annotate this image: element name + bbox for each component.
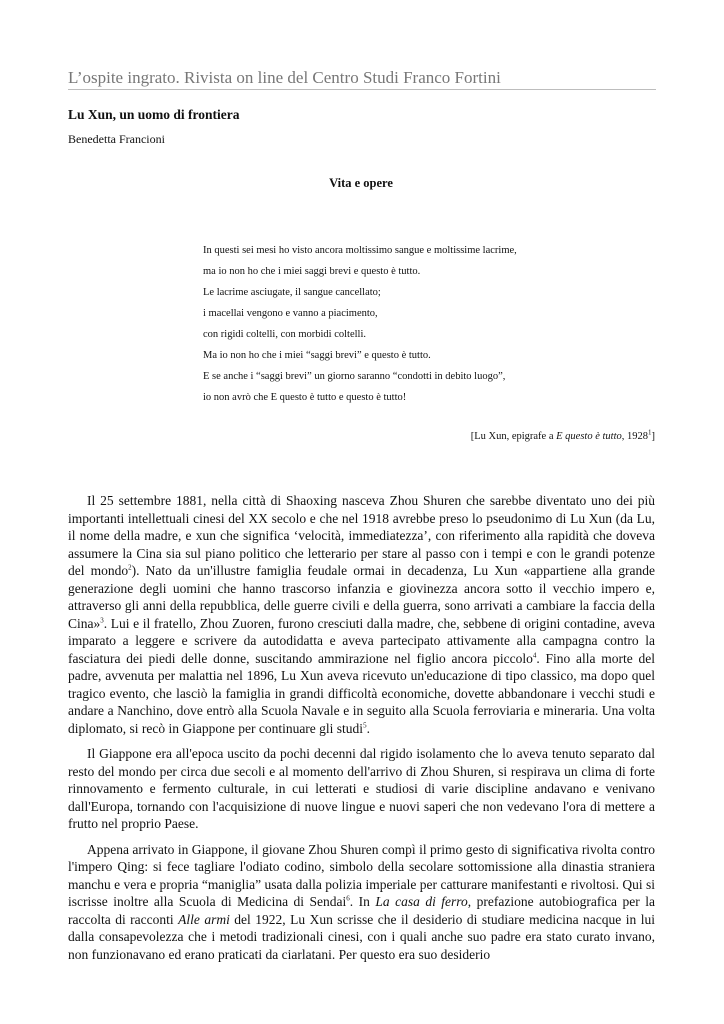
footnote-ref[interactable]: 4 bbox=[532, 651, 537, 659]
article-body bbox=[68, 492, 655, 971]
paragraph-text: . In bbox=[349, 894, 376, 909]
paragraph-text: , prefazione autobiografica per la raccolta di racconti bbox=[68, 894, 655, 927]
epigraph-line: E se anche i “saggi brevi” un giorno saranno “condotti in debito luogo”, bbox=[203, 371, 506, 382]
footnote-ref[interactable]: 3 bbox=[100, 616, 104, 624]
epigraph-line: io non avrò che E questo è tutto e questo è tutto! bbox=[203, 392, 407, 403]
epigraph-line: Ma io non ho che i miei “saggi brevi” e questo è tutto. bbox=[203, 350, 431, 361]
section-heading bbox=[0, 176, 724, 191]
article-author: Benedetta Francioni bbox=[68, 132, 165, 146]
epigraph-line: con rigidi coltelli, con morbidi coltelli. bbox=[203, 329, 367, 340]
paragraph-text: Appena arrivato in Giappone, il giovane Zhou Shuren compì il primo gesto di significativa rivolta contro l'impero Qing: si fece tagliare l'odiato codino, simbolo della secolare sottomissione alla dinastia straniera manchu e vera e propria “maniglia” usata dalla polizia imperiale per catturare manifestanti e rivoltosi. Qui si iscrisse inoltre alla Scuola di Medicina di Sendai bbox=[68, 841, 655, 909]
footnote-ref[interactable]: 6 bbox=[346, 894, 350, 903]
header-divider bbox=[68, 89, 656, 90]
body-paragraph: Il Giappone era all'epoca uscito da pochi decenni dal rigido isolamento che lo aveva tenuto separato dal resto del mondo per circa due secoli e al momento dell'arrivo di Zhou Shuren, si respirava un clima di forte rinnovamento e fermento culturale, in cui letterati e studiosi di varie discipline andavano e venivano dall'Europa, tornando con l'acquisizione di nuove lingue e nuovi saperi che non vedevano l'ora di mettere a frutto nel proprio Paese. bbox=[68, 746, 655, 831]
footnote-ref[interactable]: 5 bbox=[363, 721, 367, 729]
body-paragraph bbox=[68, 492, 655, 737]
epigraph-poem bbox=[203, 243, 623, 411]
footnote-ref[interactable]: 1 bbox=[648, 428, 652, 437]
citation-year: , 1928 bbox=[621, 431, 648, 442]
epigraph-line: In questi sei mesi ho visto ancora moltissimo sangue e moltissime lacrime, bbox=[203, 245, 517, 256]
citation-work-title: E questo è tutto bbox=[556, 431, 622, 442]
paragraph-text: . Lui e il fratello, Zhou Zuoren, furono cresciuti dalla madre, che, sebbene di origini contadine, aveva imparato a leggere e scrivere da autodidatta e aveva partecipato attivamente alla campagna contro la fasciatura dei piedi delle donne, suscitando ammirazione nel figlio ancora piccolo bbox=[68, 615, 655, 666]
section-heading-text: Vita e opere bbox=[329, 176, 393, 190]
epigraph-line: i macellai vengono e vanno a piacimento, bbox=[203, 308, 378, 319]
paragraph-text: del 1922, Lu Xun scrisse che il desiderio di studiare medicina nacque in lui dalla consapevolezza che i metodi tradizionali cinesi, con i quali anche suo padre era stato curato invano, non funzionavano ed erano praticati da ciarlatani. Per questo era suo desiderio bbox=[68, 911, 655, 962]
citation-suffix: ] bbox=[651, 431, 655, 442]
body-paragraph bbox=[68, 841, 655, 964]
paragraph-text: Il 25 settembre 1881, nella città di Shaoxing nasceva Zhou Shuren che sarebbe diventato uno dei più importanti intellettuali cinesi del XX secolo e che nel 1918 avrebbe preso lo pseudonimo di Lu Xun (da Lu, il nome della madre, e xun che significa ‘velocità, immediatezza’, con riferimento alla rapidità che doveva assumere la Cina sia sul piano politico che letterario per stare al passo con i tempi e con le grandi potenze del mondo bbox=[68, 493, 655, 578]
footnote-ref[interactable]: 2 bbox=[128, 563, 132, 572]
running-header: L’ospite ingrato. Rivista on line del Centro Studi Franco Fortini bbox=[68, 68, 501, 87]
epigraph-citation bbox=[470, 428, 655, 442]
paragraph-text: . Fino alla morte del padre, avvenuta per malattia nel 1896, Lu Xun aveva ricevuto un'educazione di tipo classico, ma dopo quel tragico evento, che lasciò la famiglia in grandi difficoltà economiche, dovette abbandonare i vecchi studi e andare a Nanchino, dove entrò alla Scuola Navale e in seguito alla Scuola ferroviaria e mineraria. Una volta diplomato, si recò in Giappone per continuare gli studi bbox=[68, 650, 655, 736]
paragraph-text: ). Nato da un'illustre famiglia feudale ormai in decadenza, Lu Xun «appartiene alla grande generazione degli uomini che hanno trascorso infanzia e giovinezza ancora sotto il vecchio impero e, attraverso gli anni della repubblica, delle guerre civili e della guerra, sono arrivati a cambiare la faccia della Cina» bbox=[68, 563, 655, 631]
work-title: Alle armi bbox=[178, 911, 230, 927]
paragraph-text: . bbox=[366, 720, 370, 736]
citation-prefix: [Lu Xun, epigrafe a bbox=[470, 431, 557, 442]
epigraph-line: Le lacrime asciugate, il sangue cancellato; bbox=[203, 287, 381, 298]
article-title: Lu Xun, un uomo di frontiera bbox=[68, 107, 240, 122]
epigraph-line: ma io non ho che i miei saggi brevi e questo è tutto. bbox=[203, 266, 421, 277]
work-title: La casa di ferro bbox=[375, 894, 468, 909]
